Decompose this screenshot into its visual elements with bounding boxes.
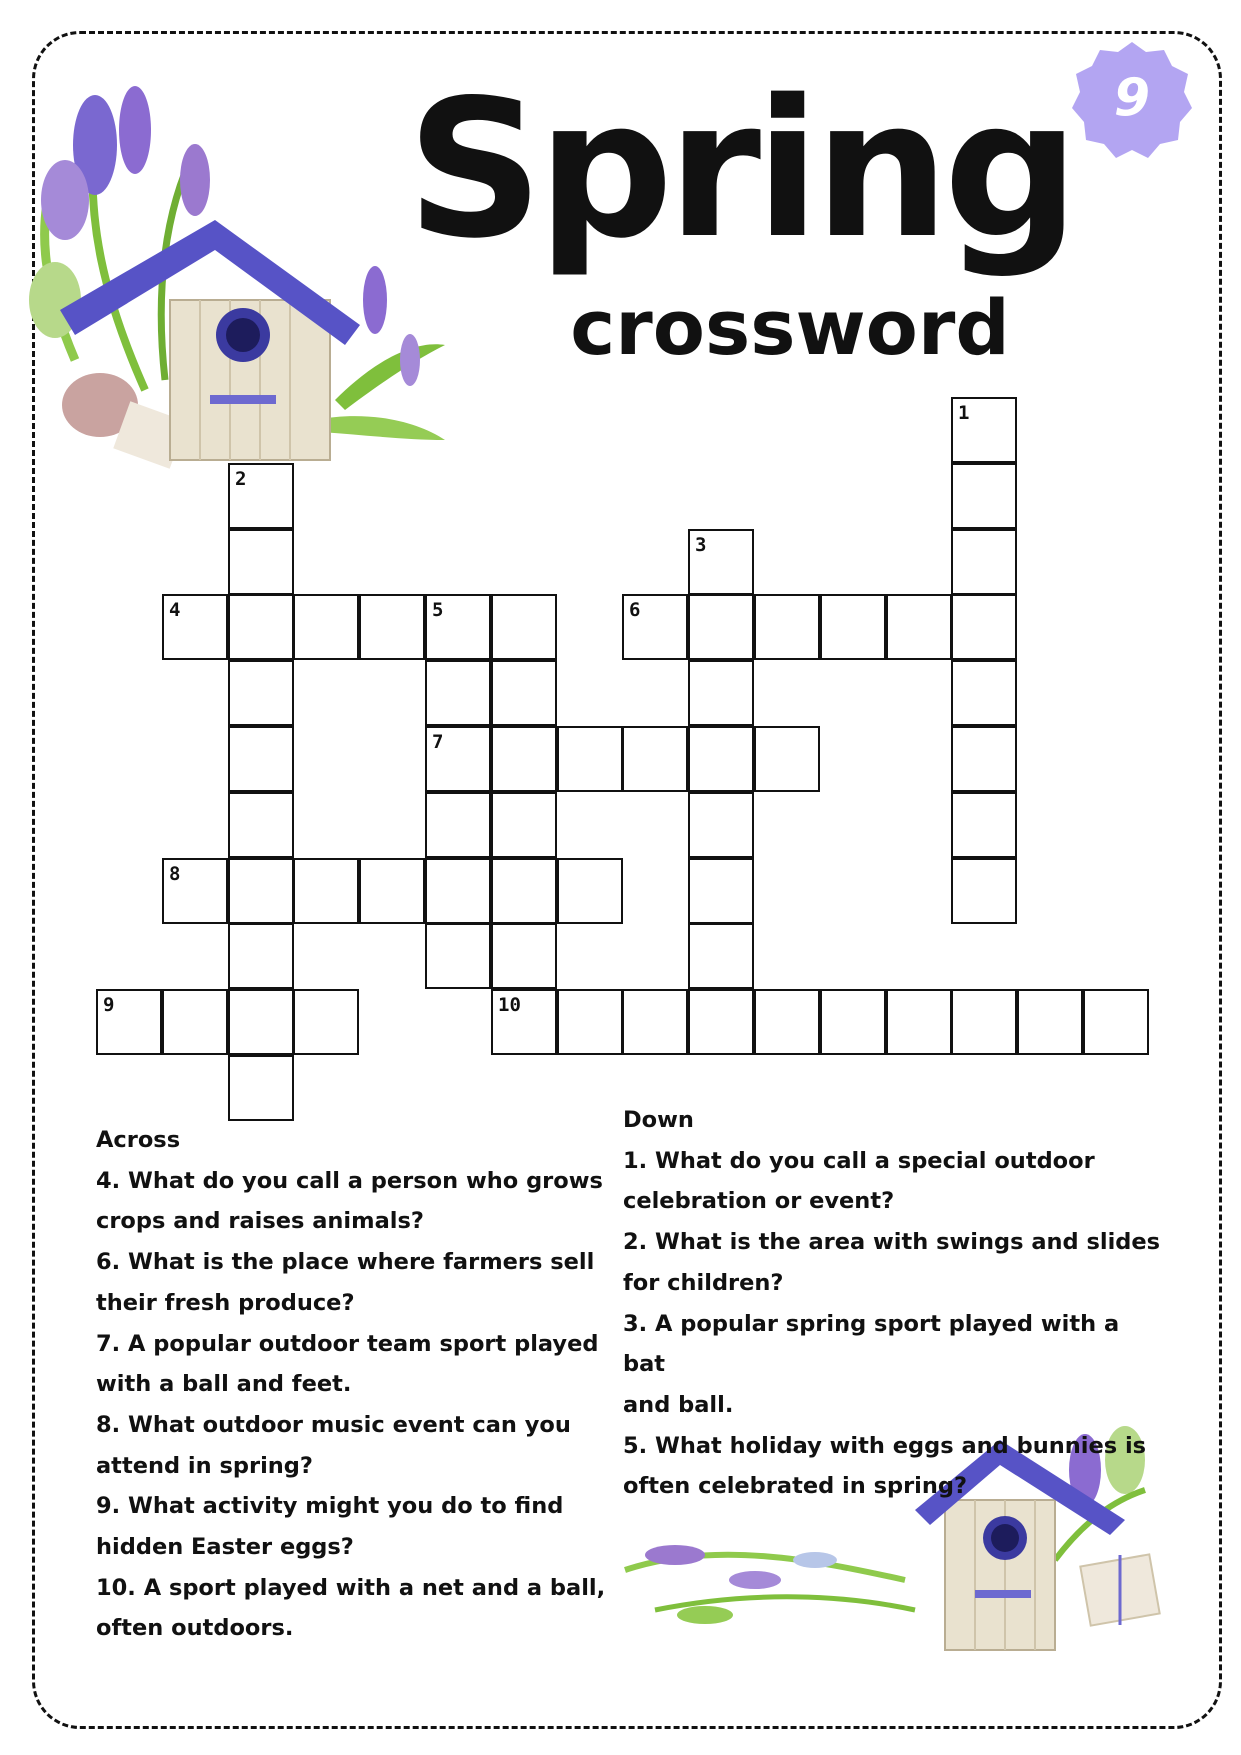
crossword-cell[interactable]	[491, 594, 557, 660]
crossword-cell[interactable]	[820, 594, 886, 660]
down-heading: Down	[623, 1107, 694, 1133]
crossword-cell[interactable]	[491, 923, 557, 989]
crossword-cell[interactable]	[688, 989, 754, 1055]
crossword-cell[interactable]	[228, 529, 294, 595]
clue-line: often celebrated in spring?	[623, 1473, 968, 1500]
clue-number: 4	[169, 599, 181, 621]
crossword-cell[interactable]	[951, 726, 1017, 792]
clue-number: 2	[235, 468, 247, 490]
clue-line: 7. A popular outdoor team sport played	[96, 1330, 599, 1357]
crossword-cell[interactable]	[228, 923, 294, 989]
clue-line: their fresh produce?	[96, 1289, 355, 1316]
crossword-cell[interactable]	[1017, 989, 1083, 1055]
clue-line: crops and raises animals?	[96, 1208, 424, 1235]
crossword-cell[interactable]	[1083, 989, 1149, 1055]
clue-number: 7	[432, 731, 444, 753]
crossword-cell[interactable]	[425, 923, 491, 989]
crossword-cell[interactable]	[228, 792, 294, 858]
crossword-cell[interactable]	[162, 594, 228, 660]
page-number: 9	[1113, 68, 1151, 128]
clue-line: 9. What activity might you do to find	[96, 1493, 564, 1520]
crossword-cell[interactable]	[951, 397, 1017, 463]
page-title: Spring	[406, 59, 1074, 280]
clue-line: 6. What is the place where farmers sell	[96, 1249, 595, 1276]
clue-line: with a ball and feet.	[96, 1371, 352, 1398]
across-heading: Across	[96, 1127, 181, 1153]
crossword-cell[interactable]	[688, 594, 754, 660]
crossword-cell[interactable]	[293, 594, 359, 660]
crossword-cell[interactable]	[491, 792, 557, 858]
crossword-cell[interactable]	[491, 989, 557, 1055]
clue-line: 3. A popular spring sport played with a bat	[623, 1310, 1120, 1378]
birdhouse-flowers-illustration	[15, 60, 475, 480]
crossword-cell[interactable]	[162, 858, 228, 924]
crossword-cell[interactable]	[688, 726, 754, 792]
page-subtitle: crossword	[570, 283, 1010, 372]
crossword-cell[interactable]	[754, 594, 820, 660]
crossword-cell[interactable]	[425, 792, 491, 858]
crossword-cell[interactable]	[688, 792, 754, 858]
crossword-cell[interactable]	[622, 594, 688, 660]
clue-line: 4. What do you call a person who grows	[96, 1167, 603, 1194]
clue-line: 8. What outdoor music event can you	[96, 1411, 571, 1438]
crossword-cell[interactable]	[951, 463, 1017, 529]
crossword-cell[interactable]	[951, 529, 1017, 595]
crossword-cell[interactable]	[557, 726, 623, 792]
clue-number: 10	[498, 994, 521, 1016]
crossword-cell[interactable]	[951, 594, 1017, 660]
clue-number: 1	[958, 402, 970, 424]
crossword-cell[interactable]	[886, 594, 952, 660]
crossword-cell[interactable]	[557, 858, 623, 924]
across-clues	[96, 1120, 606, 1649]
clue-line: often outdoors.	[96, 1615, 294, 1642]
clue-line: hidden Easter eggs?	[96, 1534, 354, 1561]
crossword-cell[interactable]	[293, 858, 359, 924]
crossword-cell[interactable]	[951, 989, 1017, 1055]
crossword-cell[interactable]	[688, 529, 754, 595]
clue-line: celebration or event?	[623, 1188, 895, 1215]
crossword-cell[interactable]	[688, 660, 754, 726]
crossword-cell[interactable]	[228, 726, 294, 792]
crossword-cell[interactable]	[951, 660, 1017, 726]
clue-line: 10. A sport played with a net and a ball,	[96, 1574, 606, 1601]
crossword-cell[interactable]	[491, 858, 557, 924]
crossword-cell[interactable]	[228, 858, 294, 924]
clue-line: for children?	[623, 1269, 784, 1296]
crossword-cell[interactable]	[162, 989, 228, 1055]
crossword-cell[interactable]	[622, 726, 688, 792]
crossword-cell[interactable]	[886, 989, 952, 1055]
clue-line: 1. What do you call a special outdoor	[623, 1147, 1095, 1174]
crossword-cell[interactable]	[425, 726, 491, 792]
crossword-cell[interactable]	[491, 726, 557, 792]
crossword-cell[interactable]	[359, 594, 425, 660]
crossword-cell[interactable]	[425, 594, 491, 660]
crossword-cell[interactable]	[96, 989, 162, 1055]
clue-line: 2. What is the area with swings and slides	[623, 1229, 1161, 1256]
crossword-cell[interactable]	[425, 660, 491, 726]
crossword-cell[interactable]	[688, 858, 754, 924]
down-clues	[623, 1100, 1163, 1507]
crossword-cell[interactable]	[425, 858, 491, 924]
crossword-cell[interactable]	[228, 1055, 294, 1121]
crossword-cell[interactable]	[951, 858, 1017, 924]
clue-number: 8	[169, 863, 181, 885]
crossword-cell[interactable]	[228, 463, 294, 529]
clue-number: 6	[629, 599, 641, 621]
clue-line: 5. What holiday with eggs and bunnies is	[623, 1432, 1147, 1459]
crossword-cell[interactable]	[820, 989, 886, 1055]
clue-number: 3	[695, 534, 707, 556]
crossword-cell[interactable]	[359, 858, 425, 924]
crossword-cell[interactable]	[557, 989, 623, 1055]
crossword-cell[interactable]	[754, 989, 820, 1055]
clue-number: 5	[432, 599, 444, 621]
crossword-cell[interactable]	[622, 989, 688, 1055]
crossword-cell[interactable]	[228, 660, 294, 726]
crossword-cell[interactable]	[688, 923, 754, 989]
crossword-cell[interactable]	[951, 792, 1017, 858]
clue-line: attend in spring?	[96, 1452, 313, 1479]
crossword-cell[interactable]	[754, 726, 820, 792]
crossword-cell[interactable]	[491, 660, 557, 726]
crossword-cell[interactable]	[293, 989, 359, 1055]
crossword-cell[interactable]	[228, 594, 294, 660]
clue-line: and ball.	[623, 1391, 734, 1418]
clue-number: 9	[103, 994, 115, 1016]
crossword-cell[interactable]	[228, 989, 294, 1055]
